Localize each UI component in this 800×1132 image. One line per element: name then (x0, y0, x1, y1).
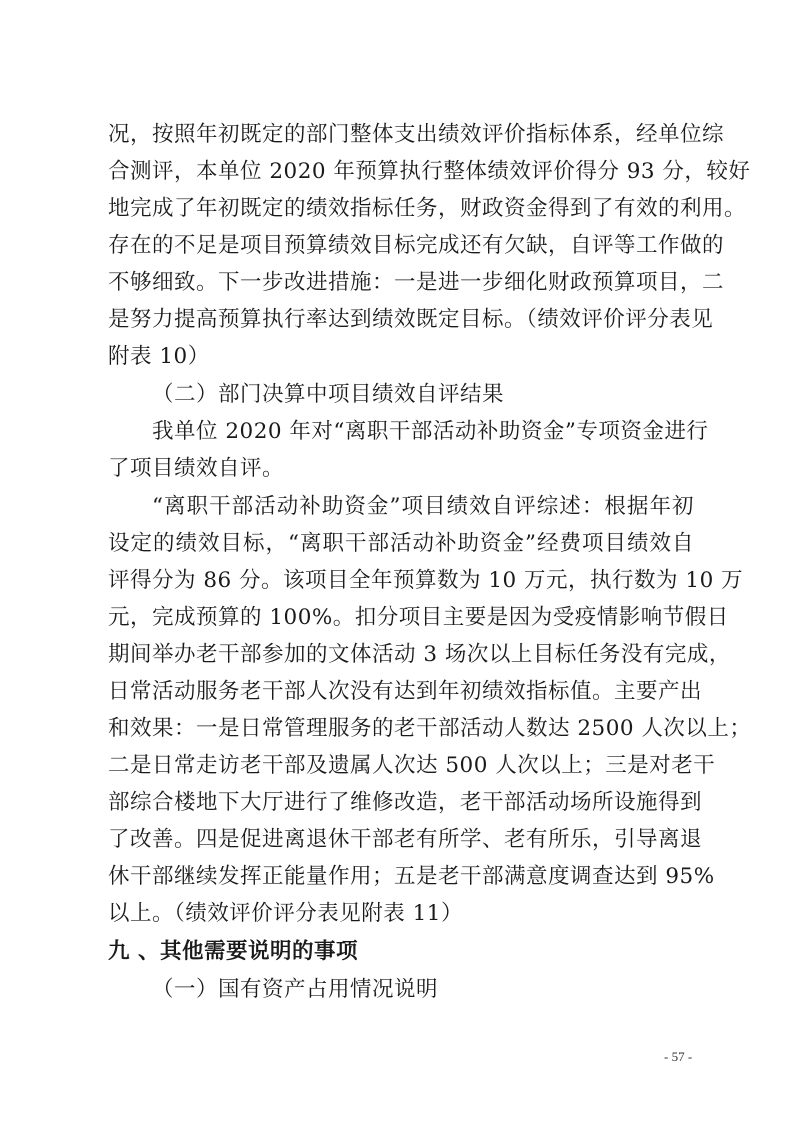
paragraph-line: 二是日常走访老干部及遗属人次达 500 人次以上；三是对老干 (108, 753, 716, 778)
paragraph-line: 不够细致。下一步改进措施：一是进一步细化财政预算项目，二 (108, 270, 725, 295)
paragraph-line: 存在的不足是项目预算绩效目标完成还有欠缺，自评等工作做的 (108, 233, 725, 258)
paragraph-line: 合测评，本单位 2020 年预算执行整体绩效评价得分 93 分，较好 (108, 159, 751, 184)
paragraph-line: 休干部继续发挥正能量作用；五是老干部满意度调查达到 95% (108, 864, 715, 889)
section-heading: 九 、其他需要说明的事项 (108, 939, 358, 964)
paragraph-line: 元，完成预算的 100%。扣分项目主要是因为受疫情影响节假日 (108, 605, 729, 630)
paragraph-line: 我单位 2020 年对“离职干部活动补助资金”专项资金进行 (152, 419, 709, 444)
paragraph-line: 日常活动服务老干部人次没有达到年初绩效指标值。主要产出 (108, 679, 703, 704)
section-subheading: （一）国有资产占用情况说明 (152, 977, 439, 1002)
paragraph-line: 和效果：一是日常管理服务的老干部活动人数达 2500 人次以上； (108, 716, 752, 741)
page-number: - 57 - (664, 1049, 693, 1064)
paragraph-line: 期间举办老干部参加的文体活动 3 场次以上目标任务没有完成， (108, 642, 731, 667)
paragraph-line: 地完成了年初既定的绩效指标任务，财政资金得到了有效的利用。 (108, 196, 747, 221)
paragraph-line: 况，按照年初既定的部门整体支出绩效评价指标体系，经单位综 (108, 122, 725, 147)
paragraph-line: 了项目绩效自评。 (108, 456, 285, 481)
paragraph-line: 是努力提高预算执行率达到绩效既定目标。（绩效评价评分表见 (108, 307, 714, 332)
section-subheading: （二）部门决算中项目绩效自评结果 (152, 382, 505, 407)
paragraph-line: 了改善。四是促进离退休干部老有所学、老有所乐，引导离退 (108, 827, 703, 852)
paragraph-line: 评得分为 86 分。该项目全年预算数为 10 万元，执行数为 10 万 (108, 568, 744, 593)
paragraph-line: 以上。（绩效评价评分表见附表 11） (108, 901, 463, 926)
paragraph-line: 附表 10） (108, 344, 210, 369)
paragraph-line: “离职干部活动补助资金”项目绩效自评综述：根据年初 (152, 494, 694, 519)
paragraph-line: 设定的绩效目标，“离职干部活动补助资金”经费项目绩效自 (108, 531, 694, 556)
paragraph-line: 部综合楼地下大厅进行了维修改造，老干部活动场所设施得到 (108, 790, 703, 815)
